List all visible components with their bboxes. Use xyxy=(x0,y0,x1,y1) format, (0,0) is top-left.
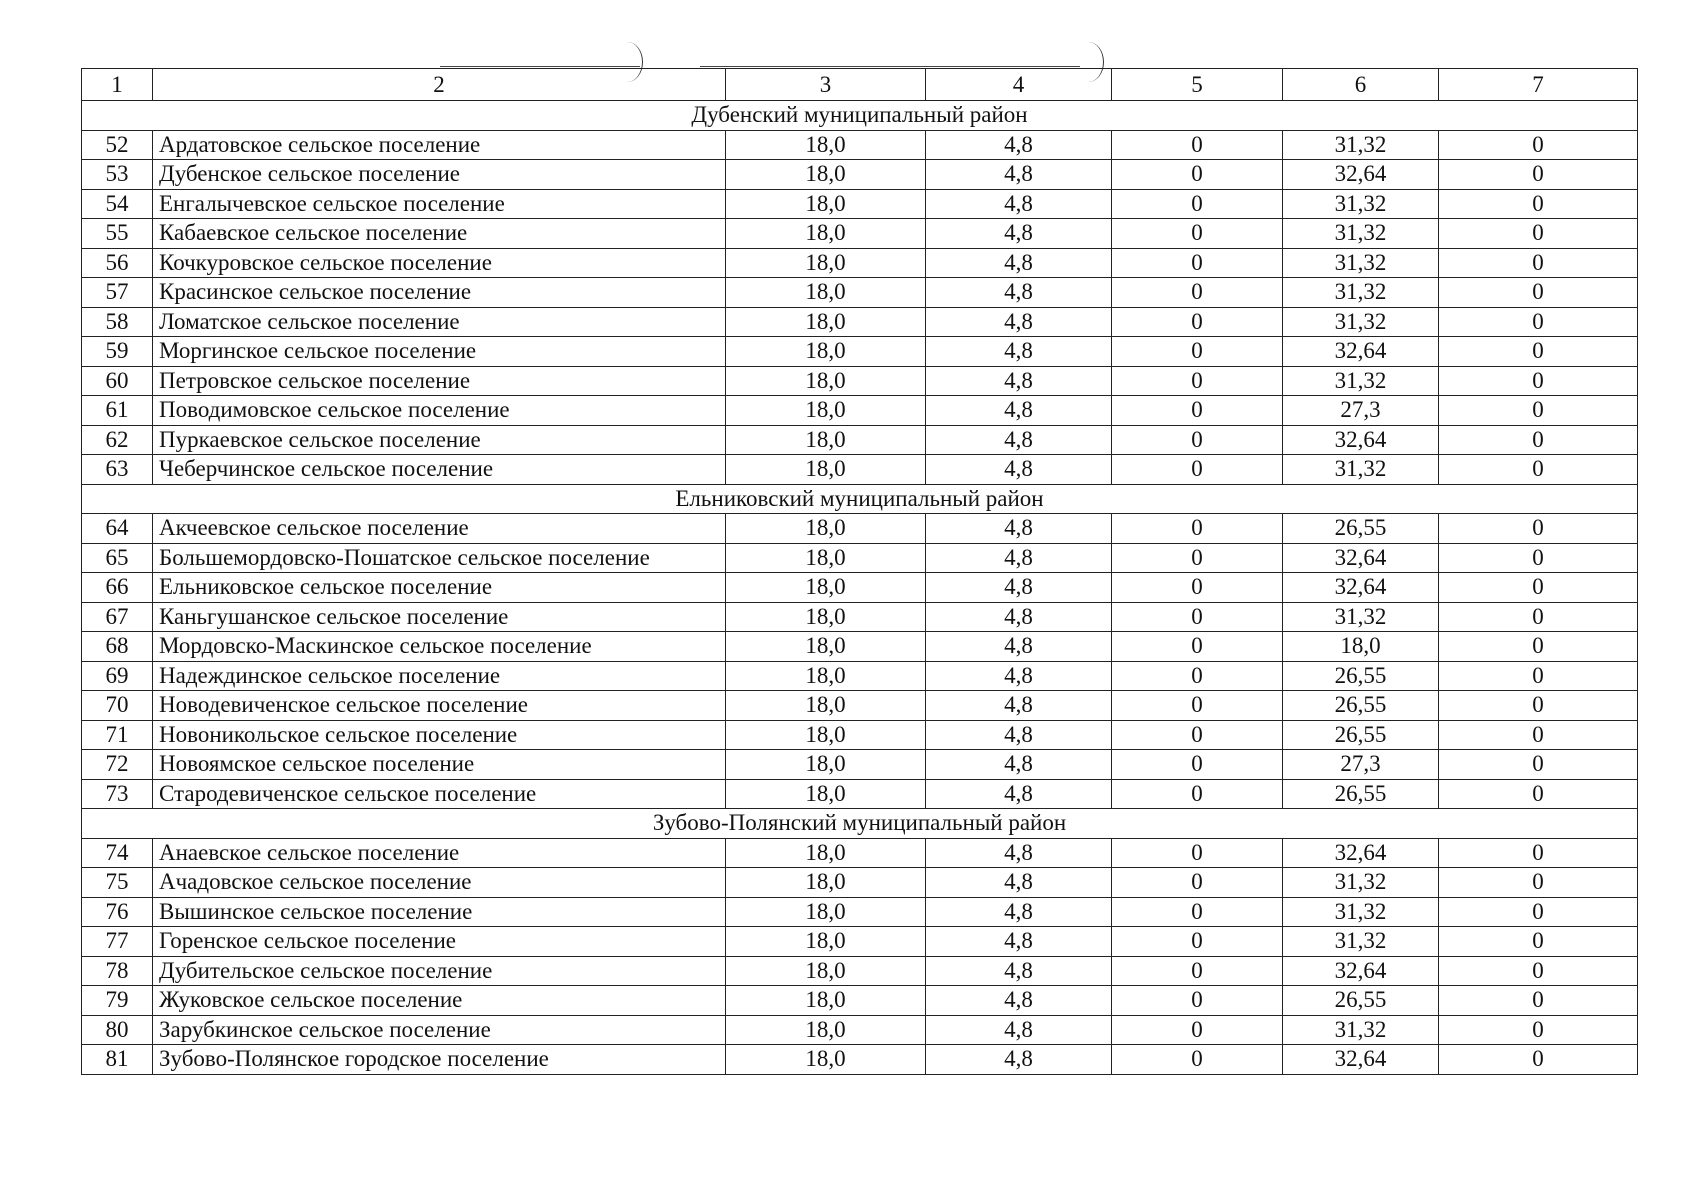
scan-mark-line xyxy=(700,66,1080,67)
column-number: 2 xyxy=(153,69,726,101)
settlement-name: Енгалычевское сельское поселение xyxy=(153,189,726,219)
table-row xyxy=(82,160,1638,190)
cell-col-7: 0 xyxy=(1439,307,1638,337)
settlement-name: Красинское сельское поселение xyxy=(153,278,726,308)
cell-col-7: 0 xyxy=(1439,1015,1638,1045)
cell-col-5: 0 xyxy=(1112,219,1283,249)
cell-col-4: 4,8 xyxy=(926,219,1112,249)
settlement-name: Надеждинское сельское поселение xyxy=(153,661,726,691)
cell-col-7: 0 xyxy=(1439,1045,1638,1075)
settlement-name: Стародевиченское сельское поселение xyxy=(153,779,726,809)
cell-col-4: 4,8 xyxy=(926,927,1112,957)
column-number: 7 xyxy=(1439,69,1638,101)
cell-col-5: 0 xyxy=(1112,720,1283,750)
cell-col-5: 0 xyxy=(1112,661,1283,691)
row-number: 69 xyxy=(82,661,153,691)
cell-col-7: 0 xyxy=(1439,779,1638,809)
cell-col-3: 18,0 xyxy=(726,956,926,986)
row-number: 64 xyxy=(82,514,153,544)
settlement-name: Ардатовское сельское поселение xyxy=(153,130,726,160)
cell-col-3: 18,0 xyxy=(726,248,926,278)
cell-col-6: 31,32 xyxy=(1283,868,1439,898)
cell-col-7: 0 xyxy=(1439,337,1638,367)
cell-col-6: 26,55 xyxy=(1283,720,1439,750)
cell-col-6: 26,55 xyxy=(1283,691,1439,721)
table-row xyxy=(82,366,1638,396)
cell-col-5: 0 xyxy=(1112,838,1283,868)
cell-col-3: 18,0 xyxy=(726,897,926,927)
district-heading-row xyxy=(82,484,1638,514)
cell-col-5: 0 xyxy=(1112,337,1283,367)
table-row xyxy=(82,779,1638,809)
cell-col-7: 0 xyxy=(1439,455,1638,485)
settlement-name: Чеберчинское сельское поселение xyxy=(153,455,726,485)
cell-col-3: 18,0 xyxy=(726,396,926,426)
cell-col-7: 0 xyxy=(1439,838,1638,868)
settlement-name: Новодевиченское сельское поселение xyxy=(153,691,726,721)
cell-col-6: 32,64 xyxy=(1283,838,1439,868)
table-row xyxy=(82,219,1638,249)
settlement-name: Вышинское сельское поселение xyxy=(153,897,726,927)
cell-col-3: 18,0 xyxy=(726,868,926,898)
settlement-name: Петровское сельское поселение xyxy=(153,366,726,396)
cell-col-4: 4,8 xyxy=(926,455,1112,485)
table-row xyxy=(82,956,1638,986)
cell-col-7: 0 xyxy=(1439,514,1638,544)
cell-col-6: 32,64 xyxy=(1283,1045,1439,1075)
cell-col-4: 4,8 xyxy=(926,750,1112,780)
cell-col-4: 4,8 xyxy=(926,720,1112,750)
row-number: 79 xyxy=(82,986,153,1016)
cell-col-5: 0 xyxy=(1112,573,1283,603)
cell-col-6: 31,32 xyxy=(1283,248,1439,278)
table-row xyxy=(82,632,1638,662)
cell-col-6: 27,3 xyxy=(1283,750,1439,780)
cell-col-5: 0 xyxy=(1112,130,1283,160)
column-number: 4 xyxy=(926,69,1112,101)
cell-col-7: 0 xyxy=(1439,160,1638,190)
cell-col-6: 32,64 xyxy=(1283,160,1439,190)
table-row xyxy=(82,838,1638,868)
cell-col-5: 0 xyxy=(1112,425,1283,455)
row-number: 60 xyxy=(82,366,153,396)
district-heading: Дубенский муниципальный район xyxy=(82,101,1638,131)
cell-col-4: 4,8 xyxy=(926,396,1112,426)
row-number: 77 xyxy=(82,927,153,957)
cell-col-3: 18,0 xyxy=(726,1015,926,1045)
cell-col-7: 0 xyxy=(1439,691,1638,721)
table-row xyxy=(82,750,1638,780)
cell-col-3: 18,0 xyxy=(726,720,926,750)
cell-col-3: 18,0 xyxy=(726,278,926,308)
settlement-name: Большемордовско-Пошатское сельское поселение xyxy=(153,543,726,573)
settlement-name: Кочкуровское сельское поселение xyxy=(153,248,726,278)
cell-col-6: 32,64 xyxy=(1283,956,1439,986)
column-number-row xyxy=(82,69,1638,101)
table-row xyxy=(82,602,1638,632)
cell-col-5: 0 xyxy=(1112,1045,1283,1075)
column-number: 5 xyxy=(1112,69,1283,101)
cell-col-7: 0 xyxy=(1439,366,1638,396)
cell-col-7: 0 xyxy=(1439,219,1638,249)
cell-col-5: 0 xyxy=(1112,1015,1283,1045)
cell-col-4: 4,8 xyxy=(926,573,1112,603)
settlement-name: Зарубкинское сельское поселение xyxy=(153,1015,726,1045)
cell-col-5: 0 xyxy=(1112,160,1283,190)
cell-col-6: 31,32 xyxy=(1283,927,1439,957)
district-heading: Ельниковский муниципальный район xyxy=(82,484,1638,514)
column-number: 6 xyxy=(1283,69,1439,101)
settlement-name: Горенское сельское поселение xyxy=(153,927,726,957)
cell-col-7: 0 xyxy=(1439,720,1638,750)
cell-col-6: 31,32 xyxy=(1283,602,1439,632)
settlement-name: Кабаевское сельское поселение xyxy=(153,219,726,249)
cell-col-7: 0 xyxy=(1439,425,1638,455)
data-table xyxy=(81,68,1638,1075)
table-row xyxy=(82,897,1638,927)
row-number: 59 xyxy=(82,337,153,367)
cell-col-5: 0 xyxy=(1112,986,1283,1016)
cell-col-3: 18,0 xyxy=(726,455,926,485)
row-number: 62 xyxy=(82,425,153,455)
table-row xyxy=(82,189,1638,219)
cell-col-3: 18,0 xyxy=(726,514,926,544)
cell-col-7: 0 xyxy=(1439,897,1638,927)
table-row xyxy=(82,248,1638,278)
settlement-name: Зубово-Полянское городское поселение xyxy=(153,1045,726,1075)
table-row xyxy=(82,986,1638,1016)
settlement-name: Моргинское сельское поселение xyxy=(153,337,726,367)
cell-col-4: 4,8 xyxy=(926,307,1112,337)
cell-col-4: 4,8 xyxy=(926,1015,1112,1045)
cell-col-3: 18,0 xyxy=(726,366,926,396)
cell-col-3: 18,0 xyxy=(726,160,926,190)
cell-col-5: 0 xyxy=(1112,897,1283,927)
cell-col-4: 4,8 xyxy=(926,366,1112,396)
cell-col-5: 0 xyxy=(1112,632,1283,662)
cell-col-3: 18,0 xyxy=(726,927,926,957)
table-row xyxy=(82,307,1638,337)
settlement-name: Ачадовское сельское поселение xyxy=(153,868,726,898)
cell-col-4: 4,8 xyxy=(926,661,1112,691)
district-heading-row xyxy=(82,101,1638,131)
cell-col-5: 0 xyxy=(1112,189,1283,219)
settlement-name: Ельниковское сельское поселение xyxy=(153,573,726,603)
table-row xyxy=(82,691,1638,721)
row-number: 56 xyxy=(82,248,153,278)
settlement-name: Каньгушанское сельское поселение xyxy=(153,602,726,632)
cell-col-6: 18,0 xyxy=(1283,632,1439,662)
row-number: 67 xyxy=(82,602,153,632)
table-row xyxy=(82,455,1638,485)
settlement-name: Анаевское сельское поселение xyxy=(153,838,726,868)
row-number: 70 xyxy=(82,691,153,721)
cell-col-4: 4,8 xyxy=(926,956,1112,986)
row-number: 54 xyxy=(82,189,153,219)
cell-col-4: 4,8 xyxy=(926,337,1112,367)
cell-col-3: 18,0 xyxy=(726,189,926,219)
cell-col-3: 18,0 xyxy=(726,307,926,337)
cell-col-3: 18,0 xyxy=(726,425,926,455)
cell-col-7: 0 xyxy=(1439,543,1638,573)
settlement-name: Новоямское сельское поселение xyxy=(153,750,726,780)
cell-col-6: 31,32 xyxy=(1283,897,1439,927)
cell-col-4: 4,8 xyxy=(926,632,1112,662)
cell-col-4: 4,8 xyxy=(926,160,1112,190)
cell-col-7: 0 xyxy=(1439,278,1638,308)
table-body xyxy=(82,69,1638,1075)
cell-col-7: 0 xyxy=(1439,986,1638,1016)
cell-col-3: 18,0 xyxy=(726,337,926,367)
cell-col-3: 18,0 xyxy=(726,130,926,160)
cell-col-5: 0 xyxy=(1112,868,1283,898)
cell-col-4: 4,8 xyxy=(926,691,1112,721)
table-row xyxy=(82,514,1638,544)
table-row xyxy=(82,720,1638,750)
row-number: 73 xyxy=(82,779,153,809)
row-number: 71 xyxy=(82,720,153,750)
cell-col-7: 0 xyxy=(1439,661,1638,691)
cell-col-5: 0 xyxy=(1112,750,1283,780)
settlement-name: Дубительское сельское поселение xyxy=(153,956,726,986)
cell-col-7: 0 xyxy=(1439,130,1638,160)
cell-col-5: 0 xyxy=(1112,366,1283,396)
cell-col-4: 4,8 xyxy=(926,514,1112,544)
cell-col-5: 0 xyxy=(1112,543,1283,573)
table-row xyxy=(82,425,1638,455)
cell-col-4: 4,8 xyxy=(926,1045,1112,1075)
cell-col-4: 4,8 xyxy=(926,602,1112,632)
cell-col-6: 32,64 xyxy=(1283,425,1439,455)
cell-col-5: 0 xyxy=(1112,514,1283,544)
district-heading-row xyxy=(82,809,1638,839)
settlement-name: Мордовско-Маскинское сельское поселение xyxy=(153,632,726,662)
cell-col-5: 0 xyxy=(1112,248,1283,278)
settlement-name: Акчеевское сельское поселение xyxy=(153,514,726,544)
cell-col-6: 27,3 xyxy=(1283,396,1439,426)
row-number: 80 xyxy=(82,1015,153,1045)
settlement-name: Дубенское сельское поселение xyxy=(153,160,726,190)
cell-col-6: 32,64 xyxy=(1283,573,1439,603)
settlement-name: Ломатское сельское поселение xyxy=(153,307,726,337)
cell-col-7: 0 xyxy=(1439,396,1638,426)
cell-col-5: 0 xyxy=(1112,455,1283,485)
cell-col-5: 0 xyxy=(1112,278,1283,308)
cell-col-6: 26,55 xyxy=(1283,779,1439,809)
cell-col-5: 0 xyxy=(1112,956,1283,986)
cell-col-3: 18,0 xyxy=(726,602,926,632)
cell-col-6: 31,32 xyxy=(1283,1015,1439,1045)
cell-col-6: 26,55 xyxy=(1283,661,1439,691)
cell-col-4: 4,8 xyxy=(926,248,1112,278)
cell-col-7: 0 xyxy=(1439,868,1638,898)
column-number: 1 xyxy=(82,69,153,101)
table-row xyxy=(82,396,1638,426)
table-row xyxy=(82,661,1638,691)
table-row xyxy=(82,1015,1638,1045)
row-number: 53 xyxy=(82,160,153,190)
cell-col-5: 0 xyxy=(1112,927,1283,957)
cell-col-6: 31,32 xyxy=(1283,219,1439,249)
cell-col-7: 0 xyxy=(1439,632,1638,662)
district-heading: Зубово-Полянский муниципальный район xyxy=(82,809,1638,839)
cell-col-5: 0 xyxy=(1112,691,1283,721)
row-number: 55 xyxy=(82,219,153,249)
cell-col-7: 0 xyxy=(1439,956,1638,986)
cell-col-5: 0 xyxy=(1112,307,1283,337)
cell-col-3: 18,0 xyxy=(726,750,926,780)
cell-col-6: 31,32 xyxy=(1283,307,1439,337)
row-number: 75 xyxy=(82,868,153,898)
cell-col-4: 4,8 xyxy=(926,838,1112,868)
cell-col-7: 0 xyxy=(1439,248,1638,278)
row-number: 58 xyxy=(82,307,153,337)
cell-col-5: 0 xyxy=(1112,779,1283,809)
cell-col-6: 26,55 xyxy=(1283,986,1439,1016)
row-number: 65 xyxy=(82,543,153,573)
row-number: 76 xyxy=(82,897,153,927)
settlement-name: Жуковское сельское поселение xyxy=(153,986,726,1016)
scan-mark-line xyxy=(440,66,640,67)
row-number: 63 xyxy=(82,455,153,485)
cell-col-4: 4,8 xyxy=(926,130,1112,160)
cell-col-3: 18,0 xyxy=(726,691,926,721)
cell-col-6: 31,32 xyxy=(1283,278,1439,308)
settlement-name: Поводимовское сельское поселение xyxy=(153,396,726,426)
row-number: 81 xyxy=(82,1045,153,1075)
table-row xyxy=(82,278,1638,308)
settlement-name: Пуркаевское сельское поселение xyxy=(153,425,726,455)
column-number: 3 xyxy=(726,69,926,101)
cell-col-7: 0 xyxy=(1439,927,1638,957)
cell-col-3: 18,0 xyxy=(726,219,926,249)
cell-col-3: 18,0 xyxy=(726,543,926,573)
row-number: 74 xyxy=(82,838,153,868)
cell-col-3: 18,0 xyxy=(726,661,926,691)
cell-col-3: 18,0 xyxy=(726,1045,926,1075)
cell-col-3: 18,0 xyxy=(726,986,926,1016)
cell-col-3: 18,0 xyxy=(726,632,926,662)
cell-col-4: 4,8 xyxy=(926,779,1112,809)
row-number: 61 xyxy=(82,396,153,426)
cell-col-3: 18,0 xyxy=(726,838,926,868)
cell-col-7: 0 xyxy=(1439,573,1638,603)
row-number: 68 xyxy=(82,632,153,662)
cell-col-3: 18,0 xyxy=(726,779,926,809)
cell-col-6: 26,55 xyxy=(1283,514,1439,544)
cell-col-7: 0 xyxy=(1439,750,1638,780)
cell-col-5: 0 xyxy=(1112,396,1283,426)
cell-col-4: 4,8 xyxy=(926,986,1112,1016)
cell-col-6: 31,32 xyxy=(1283,189,1439,219)
table-row xyxy=(82,573,1638,603)
row-number: 52 xyxy=(82,130,153,160)
cell-col-4: 4,8 xyxy=(926,425,1112,455)
row-number: 72 xyxy=(82,750,153,780)
row-number: 66 xyxy=(82,573,153,603)
cell-col-6: 31,32 xyxy=(1283,130,1439,160)
cell-col-4: 4,8 xyxy=(926,868,1112,898)
cell-col-4: 4,8 xyxy=(926,897,1112,927)
cell-col-6: 31,32 xyxy=(1283,366,1439,396)
cell-col-4: 4,8 xyxy=(926,189,1112,219)
row-number: 78 xyxy=(82,956,153,986)
cell-col-6: 32,64 xyxy=(1283,543,1439,573)
settlement-name: Новоникольское сельское поселение xyxy=(153,720,726,750)
table-row xyxy=(82,130,1638,160)
cell-col-7: 0 xyxy=(1439,602,1638,632)
table-row xyxy=(82,543,1638,573)
cell-col-6: 31,32 xyxy=(1283,455,1439,485)
cell-col-4: 4,8 xyxy=(926,278,1112,308)
cell-col-6: 32,64 xyxy=(1283,337,1439,367)
cell-col-3: 18,0 xyxy=(726,573,926,603)
table-row xyxy=(82,1045,1638,1075)
cell-col-5: 0 xyxy=(1112,602,1283,632)
row-number: 57 xyxy=(82,278,153,308)
table-row xyxy=(82,337,1638,367)
cell-col-4: 4,8 xyxy=(926,543,1112,573)
table-row xyxy=(82,927,1638,957)
table-row xyxy=(82,868,1638,898)
cell-col-7: 0 xyxy=(1439,189,1638,219)
